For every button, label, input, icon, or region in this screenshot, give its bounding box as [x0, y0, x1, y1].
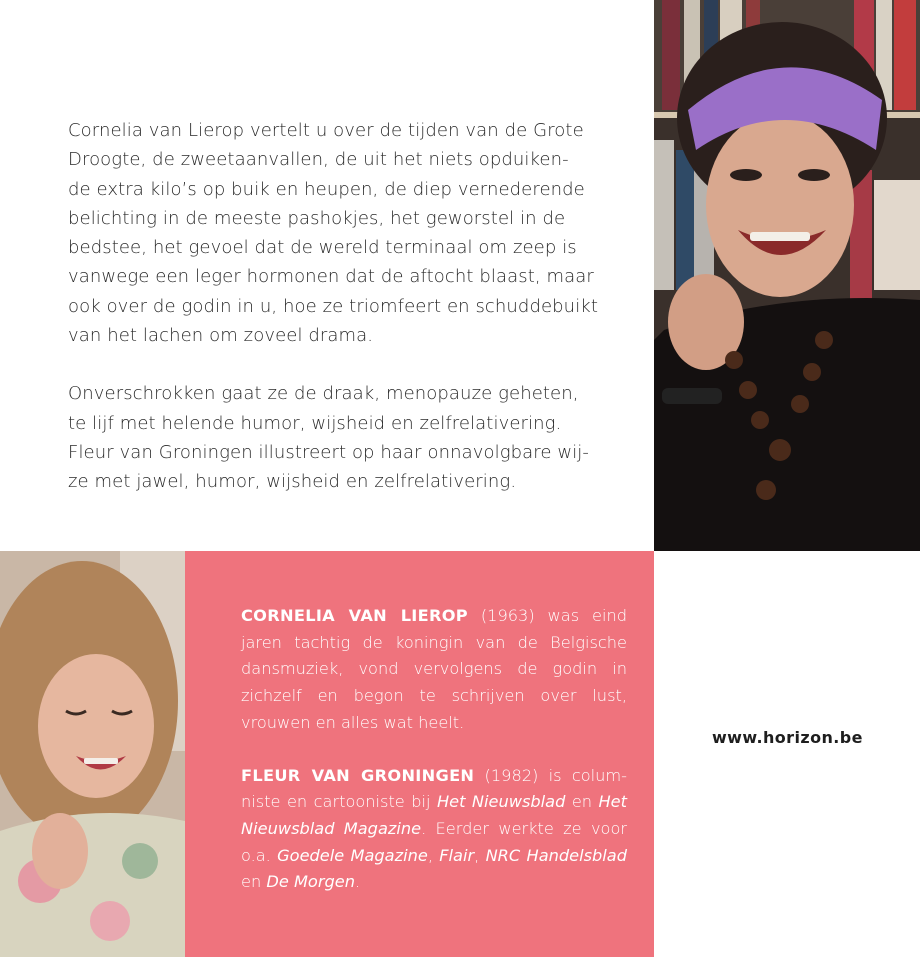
blurb-line: Droogte, de zweetaanvallen, de uit het niets opduiken- [68, 149, 569, 171]
bio-fleur-text: , [427, 845, 440, 865]
bio-cornelia [241, 603, 627, 737]
author-photo-cornelia [654, 0, 920, 551]
author-photo-fleur [0, 551, 185, 957]
author-photo-fleur-illustration [0, 551, 185, 957]
author-bio-panel [185, 551, 654, 957]
bio-fleur-text: en [565, 792, 599, 812]
publication-title: Het Nieuwsblad Magazine [241, 792, 627, 838]
publisher-website: www.horizon.be [712, 728, 863, 747]
blurb-line: vanwege een leger hormonen dat de aftocht blaast, maar [68, 266, 594, 288]
publication-title: Goedele Magazine [277, 845, 428, 865]
blurb-line: te lijf met helende humor, wijsheid en zelfrelativering. [68, 412, 562, 434]
blurb-line: ze met jawel, humor, wijsheid en zelfrelativering. [68, 471, 517, 493]
bio-fleur-text: (1982) is columniste en cartooniste bij [241, 765, 627, 812]
bio-fleur-text: . [354, 872, 361, 892]
blurb-line: van het lachen om zoveel drama. [68, 325, 374, 347]
blurb-line: de extra kilo’s op buik en heupen, de diep vernederende [68, 178, 585, 200]
blurb-line: belichting in de meeste pashokjes, het geworstel in de [68, 207, 566, 229]
author-bios [241, 603, 627, 922]
publication-title: De Morgen [266, 872, 355, 892]
blurb-line: Fleur van Groningen illustreert op haar onnavolgbare wij- [68, 441, 589, 463]
bio-cornelia-text: (1963) was eind jaren tachtig de koningin van de Belgische dansmuziek, vond vervolgens de godin in zichzelf en begon te schrijven over lust, vrouwen en alles wat heelt. [241, 606, 627, 732]
blurb-line: Cornelia van Lierop vertelt u over de tijden van de Grote [68, 120, 584, 141]
blurb-line: Onverschrokken gaat ze de draak, menopauze geheten, [68, 383, 579, 405]
bio-fleur-text: en [241, 872, 267, 892]
bio-fleur-name: FLEUR VAN GRONINGEN [241, 765, 475, 785]
bio-fleur-text: . Eerder werkte ze voor o.a. [241, 818, 628, 865]
blurb-line: bedstee, het gevoel dat de wereld terminaal om zeep is [68, 237, 577, 259]
blurb-paragraph-2 [68, 379, 616, 496]
bio-fleur [241, 763, 627, 897]
back-cover-blurb [68, 116, 616, 526]
publication-title: Het Nieuwsblad [436, 792, 566, 812]
publication-title: NRC Handelsblad [485, 845, 628, 865]
bio-cornelia-name: CORNELIA VAN LIEROP [241, 606, 468, 625]
author-photo-cornelia-illustration [654, 0, 920, 551]
blurb-paragraph-1 [68, 116, 616, 350]
blurb-line: ook over de godin in u, hoe ze triomfeert en schuddebuikt [68, 295, 598, 317]
bio-fleur-text: , [474, 845, 486, 865]
publication-title: Flair [439, 845, 475, 865]
